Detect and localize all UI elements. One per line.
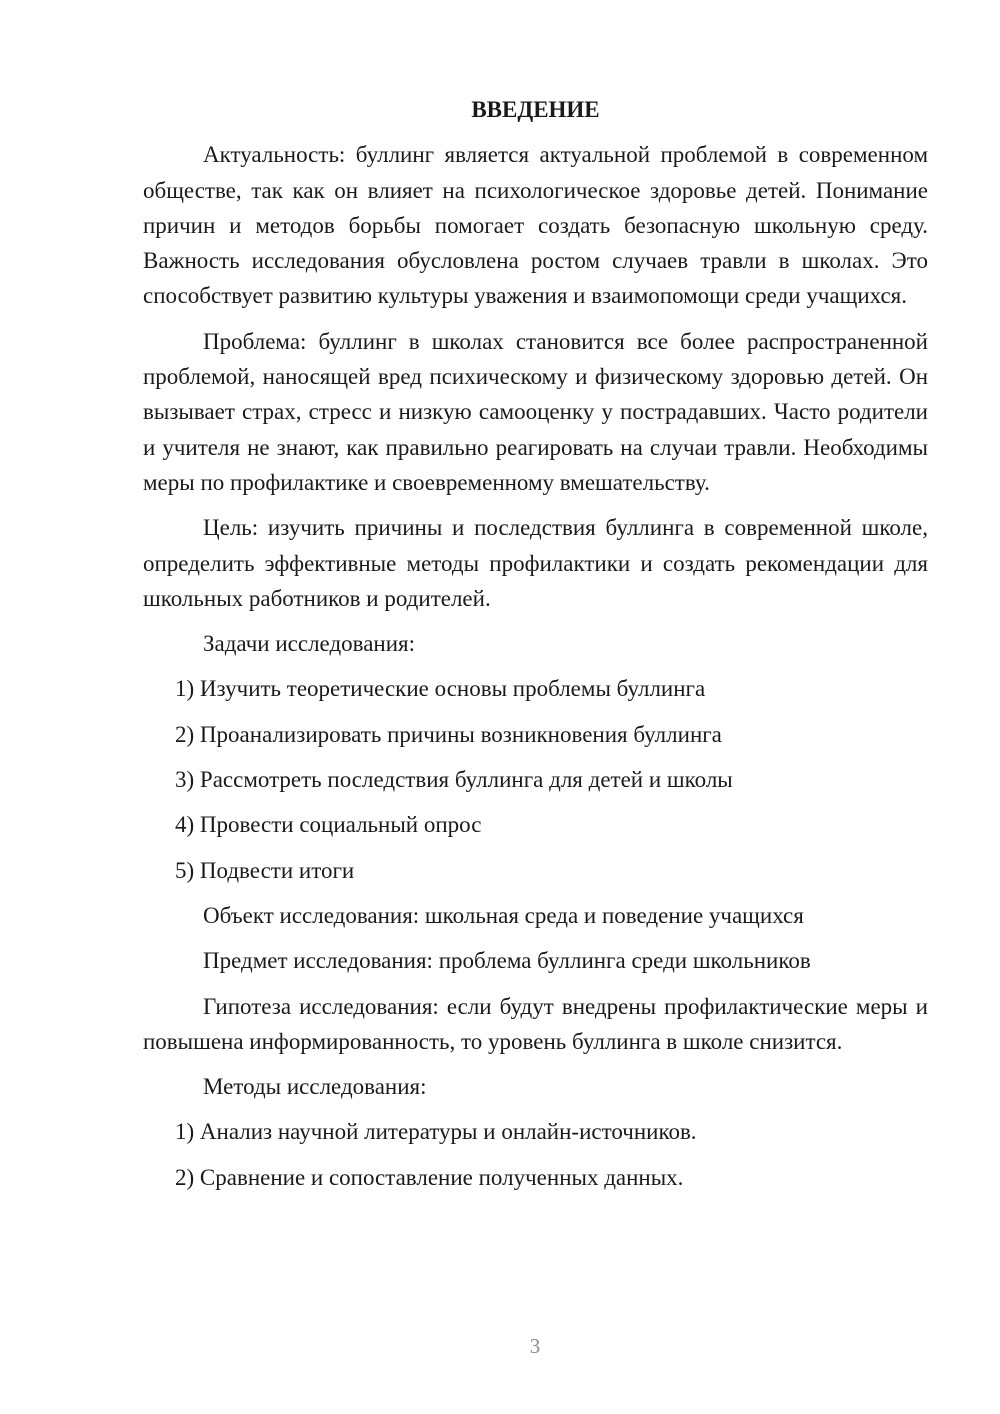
actuality-paragraph: Актуальность: буллинг является актуальной проблемой в современном обществе, так как он влияет на психологическое здоровье детей. Понимание причин и методов борьбы помогает создать безопасную школьную среду. Важность исследования обусловлена ростом случаев травли в школах. Это способствует развитию культуры уважения и взаимопомощи среди учащихся. — [143, 142, 928, 309]
task-item: 3) Рассмотреть последствия буллинга для детей и школы — [175, 767, 733, 793]
task-item: 1) Изучить теоретические основы проблемы буллинга — [175, 676, 706, 702]
object-paragraph: Объект исследования: школьная среда и поведение учащихся — [203, 902, 804, 928]
method-item: 2) Сравнение и сопоставление полученных данных. — [175, 1164, 684, 1190]
task-item: 5) Подвести итоги — [175, 857, 355, 883]
method-item: 1) Анализ научной литературы и онлайн-источников. — [175, 1119, 697, 1145]
subject-paragraph: Предмет исследования: проблема буллинга среди школьников — [203, 948, 811, 974]
task-item: 2) Проанализировать причины возникновения буллинга — [175, 721, 722, 747]
tasks-heading: Задачи исследования: — [203, 631, 416, 657]
goal-paragraph: Цель: изучить причины и последствия буллинга в современной школе, определить эффективные методы профилактики и создать рекомендации для школьных работников и родителей. — [143, 515, 928, 611]
methods-heading: Методы исследования: — [203, 1074, 427, 1100]
hypothesis-paragraph: Гипотеза исследования: если будут внедрены профилактические меры и повышена информированность, то уровень буллинга в школе снизится. — [143, 993, 928, 1054]
page-content — [143, 92, 928, 1205]
page-number: 3 — [529, 1334, 541, 1358]
task-item: 4) Провести социальный опрос — [175, 812, 482, 838]
problem-paragraph: Проблема: буллинг в школах становится все более распространенной проблемой, наносящей вред психическому и физическому здоровью детей. Он вызывает страх, стресс и низкую самооценку у пострадавших. Часто родители и учителя не знают, как правильно реагировать на случаи травли. Необходимы меры по профилактике и своевременному вмешательству. — [143, 328, 928, 495]
section-title: ВВЕДЕНИЕ — [471, 97, 600, 122]
